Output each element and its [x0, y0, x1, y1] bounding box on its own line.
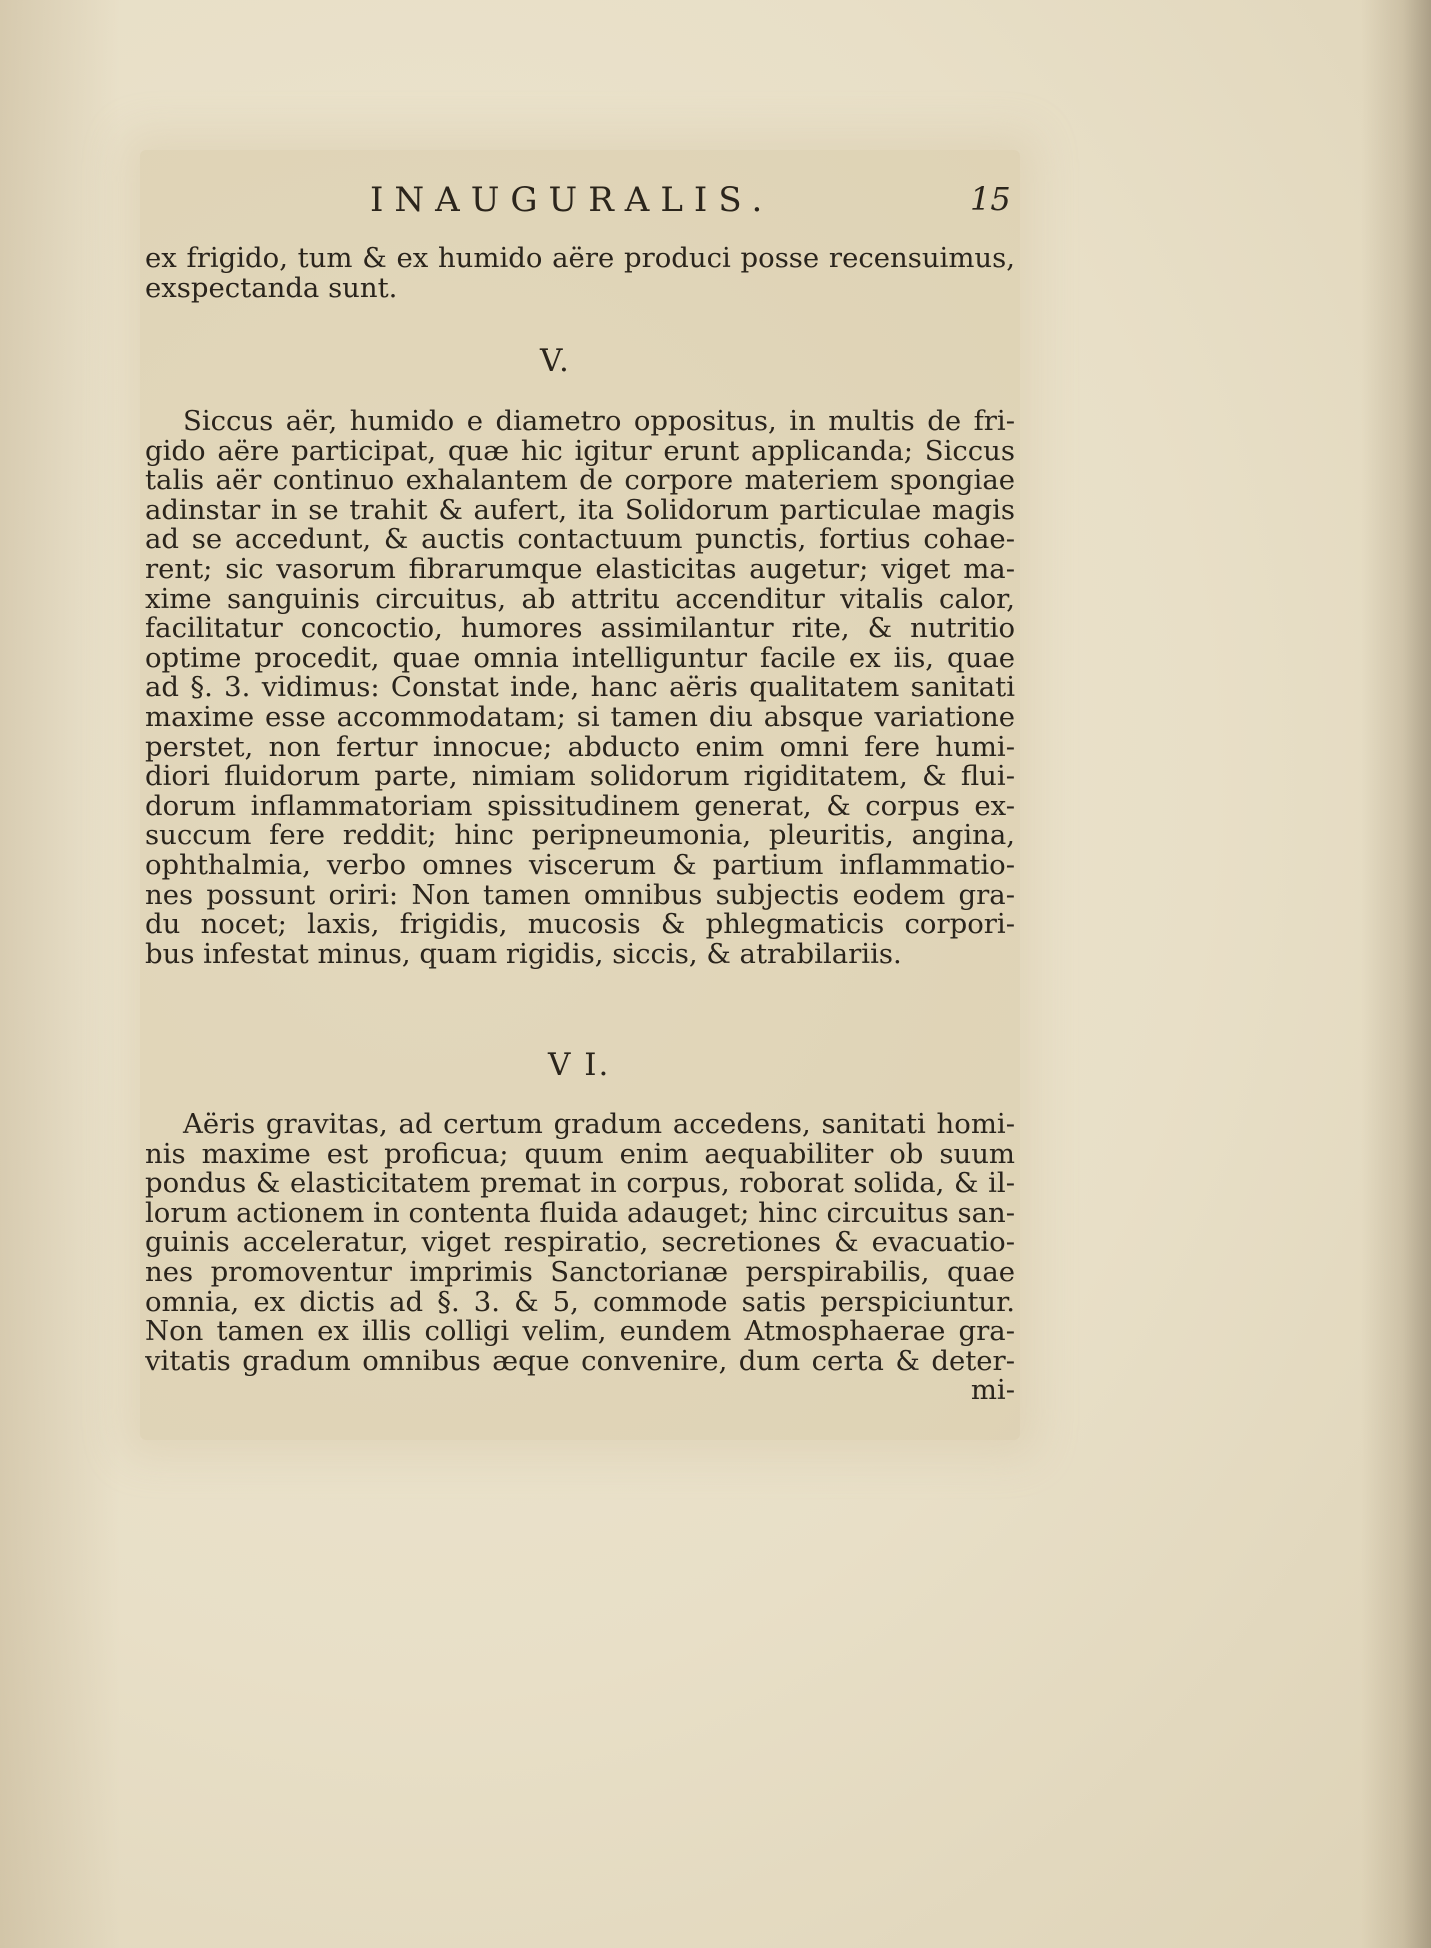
- text-line: ad §. 3. vidimus: Constat inde, hanc aëris qualitatem sanitati: [145, 673, 1015, 703]
- text-line: du nocet; laxis, frigidis, mucosis & phlegmaticis corpori-: [145, 910, 1015, 940]
- text-line: Aëris gravitas, ad certum gradum accedens, sanitati homi-: [183, 1110, 1015, 1140]
- text-line: ad se accedunt, & auctis contactuum punctis, fortius cohae-: [145, 525, 1015, 555]
- intro-paragraph: [145, 244, 1015, 303]
- text-line: succum fere reddit; hinc peripneumonia, pleuritis, angina,: [145, 821, 1015, 851]
- text-line: dorum inflammatoriam spissitudinem generat, & corpus ex-: [145, 791, 1015, 822]
- text-line: exspectanda sunt.: [145, 273, 398, 304]
- section-vi-paragraph: [145, 1110, 1015, 1406]
- text-line: gido aëre participat, quæ hic igitur erunt applicanda; Siccus: [145, 436, 1015, 467]
- text-line: diori fluidorum parte, nimiam solidorum rigiditatem, & flui-: [145, 762, 1015, 792]
- page-number: 15: [970, 180, 1011, 218]
- running-head: INAUGURALIS.: [370, 180, 774, 220]
- text-line: Siccus aër, humido e diametro oppositus, in multis de fri-: [183, 407, 1015, 437]
- text-line: facilitatur concoctio, humores assimilantur rite, & nutritio: [145, 614, 1015, 644]
- text-line: rent; sic vasorum fibrarumque elasticitas augetur; viget ma-: [145, 554, 1015, 585]
- text-line: pondus & elasticitatem premat in corpus, roborat solida, & il-: [145, 1169, 1015, 1199]
- text-line: optime procedit, quae omnia intelliguntur facile ex iis, quae: [145, 643, 1015, 674]
- text-line: omnia, ex dictis ad §. 3. & 5, commode satis perspiciuntur.: [145, 1287, 1015, 1318]
- section-v-paragraph: [145, 407, 1015, 969]
- page-left-shade: [0, 0, 120, 1948]
- text-line: bus infestat minus, quam rigidis, siccis, & atrabilariis.: [145, 939, 902, 970]
- text-line: nes promoventur imprimis Sanctorianæ perspirabilis, quae: [145, 1257, 1015, 1288]
- text-line: nis maxime est proficua; quum enim aequabiliter ob suum: [145, 1139, 1015, 1170]
- text-line: ex frigido, tum & ex humido aëre produci posse recensuimus,: [145, 244, 1015, 274]
- text-line: Non tamen ex illis colligi velim, eundem Atmosphaerae gra-: [145, 1317, 1015, 1347]
- text-line: ophthalmia, verbo omnes viscerum & partium inflammatio-: [145, 850, 1015, 881]
- text-line: lorum actionem in contenta fluida adauget; hinc circuitus san-: [145, 1198, 1015, 1229]
- text-line: vitatis gradum omnibus æque convenire, dum certa & deter-: [145, 1346, 1015, 1377]
- text-line: nes possunt oriri: Non tamen omnibus subjectis eodem gra-: [145, 880, 1015, 911]
- text-line: perstet, non fertur innocue; abducto enim omni fere humi-: [145, 732, 1015, 763]
- text-line: maxime esse accommodatam; si tamen diu absque variatione: [145, 702, 1015, 733]
- text-line: adinstar in se trahit & aufert, ita Solidorum particulae magis: [145, 495, 1015, 526]
- text-line: guinis acceleratur, viget respiratio, secretiones & evacuatio-: [145, 1228, 1015, 1258]
- catchword: mi-: [970, 1376, 1015, 1406]
- section-vi-heading: V I.: [548, 1047, 611, 1083]
- section-v-heading: V.: [540, 343, 571, 379]
- text-line: xime sanguinis circuitus, ab attritu accenditur vitalis calor,: [145, 584, 1015, 615]
- text-line: talis aër continuo exhalantem de corpore materiem spongiae: [145, 466, 1015, 496]
- book-gutter-shadow: [1361, 0, 1431, 1948]
